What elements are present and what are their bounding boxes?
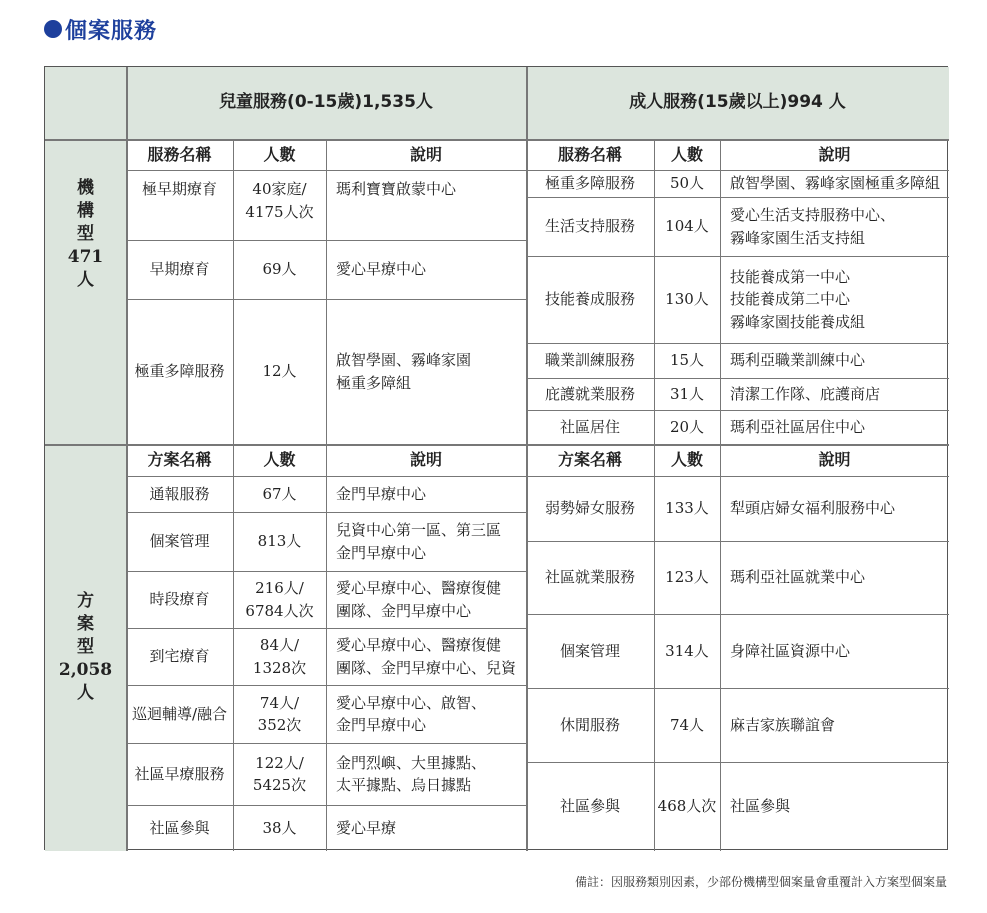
page-title-text: 個案服務: [65, 18, 158, 44]
table-row-desc: 清潔工作隊、庇護商店: [730, 384, 881, 403]
divider: [326, 444, 327, 851]
divider: [526, 614, 949, 615]
table-row-count: 104人: [665, 217, 709, 236]
table-row-name: 社區參與: [149, 818, 210, 837]
table-row-count: 38人: [262, 818, 297, 837]
table-row-desc: 社區參與: [730, 797, 791, 816]
table-row-name: 社區居住: [559, 417, 620, 436]
table-row-desc: 犁頭店婦女福利服務中心: [730, 499, 896, 518]
table-row-name: 個案管理: [559, 641, 620, 660]
table-row-desc: 愛心早療: [336, 818, 397, 837]
column-header-desc: 說明: [409, 144, 442, 164]
table-row-name: 庇護就業服務: [544, 384, 635, 403]
divider: [526, 197, 949, 198]
divider: [526, 410, 949, 411]
page-title: [44, 14, 157, 44]
divider: [526, 343, 949, 344]
column-header-desc: 說明: [818, 450, 851, 469]
table-row-name: 弱勢婦女服務: [544, 499, 635, 518]
divider: [526, 541, 949, 542]
table-row-desc: 金門烈嶼、大里據點、 太平據點、烏日據點: [336, 753, 487, 794]
divider: [326, 139, 327, 444]
table-row-count: 84人/ 1328次: [252, 636, 307, 677]
table-row-desc: 金門早療中心: [336, 484, 427, 503]
divider: [526, 256, 949, 257]
table-row-count: 216人/ 6784人次: [245, 579, 314, 620]
table-row-count: 468人次: [657, 797, 717, 816]
divider: [526, 378, 949, 379]
table-row-desc: 愛心早療中心、醫療復健 團隊、金門早療中心: [336, 579, 502, 620]
table-row-desc: 兒資中心第一區、第三區 金門早療中心: [336, 521, 502, 562]
table-row-count: 813人: [257, 532, 302, 551]
column-header-count: 人數: [670, 450, 703, 469]
case-service-table: [44, 66, 948, 850]
footnote: 備註：因服務類別因素，少部份機構型個案量會重覆計入方案型個案量: [574, 875, 947, 889]
divider: [233, 444, 234, 851]
table-row-name: 休閒服務: [559, 715, 620, 734]
table-row-count: 130人: [665, 290, 709, 309]
divider: [233, 139, 234, 444]
table-row-count: 74人: [669, 715, 705, 734]
divider: [45, 444, 949, 446]
children-service-header: 兒童服務(0-15歲)1,535人: [219, 92, 433, 113]
table-row-count: 74人/ 352次: [257, 693, 302, 734]
table-row-desc: 麻吉家族聯誼會: [730, 715, 836, 734]
table-row-name: 職業訓練服務: [544, 351, 635, 370]
column-header-name: 服務名稱: [147, 144, 212, 164]
table-row-name: 到宅療育: [149, 647, 210, 666]
table-row-count: 15人: [669, 351, 705, 370]
table-row-count: 40家庭/ 4175人次: [245, 180, 314, 221]
table-row-desc: 愛心早療中心、啟智、 金門早療中心: [336, 693, 487, 734]
table-row-name: 極重多障服務: [544, 174, 635, 193]
table-row-count: 31人: [669, 384, 705, 403]
table-row-name: 早期療育: [149, 260, 210, 279]
table-row-desc: 瑪利亞社區居住中心: [730, 417, 866, 436]
adult-service-header: 成人服務(15歲以上)994 人: [629, 92, 846, 113]
program-section-label: 方 案 型 2,058 人: [58, 591, 113, 703]
table-row-name: 通報服務: [149, 484, 210, 503]
table-row-name: 技能養成服務: [544, 290, 635, 309]
column-header-count: 人數: [670, 144, 703, 164]
table-row-name: 個案管理: [149, 532, 210, 551]
table-row-count: 50人: [669, 174, 705, 193]
bullet-dot-icon: [44, 20, 62, 38]
column-header-desc: 說明: [818, 144, 851, 164]
table-row-count: 314人: [665, 641, 709, 660]
column-header-name: 方案名稱: [147, 450, 212, 469]
table-row-desc: 身障社區資源中心: [730, 641, 851, 660]
table-row-desc: 愛心早療中心、醫療復健 團隊、金門早療中心、兒資: [336, 636, 517, 677]
column-header-desc: 說明: [409, 450, 442, 469]
table-row-count: 123人: [665, 568, 709, 587]
table-row-count: 12人: [262, 362, 297, 381]
table-row-desc: 愛心早療中心: [336, 260, 427, 279]
table-row-desc: 啟智學園、霧峰家園極重多障組: [730, 174, 941, 193]
table-row-name: 生活支持服務: [544, 217, 635, 236]
table-row-name: 社區就業服務: [544, 568, 635, 587]
divider: [126, 170, 949, 171]
table-row-desc: 愛心生活支持服務中心、 霧峰家園生活支持組: [730, 206, 896, 247]
column-header-count: 人數: [263, 450, 296, 469]
divider: [526, 762, 949, 763]
divider: [720, 444, 721, 851]
table-row-count: 122人/ 5425次: [252, 753, 307, 794]
column-header-name: 方案名稱: [557, 450, 622, 469]
table-row-name: 社區參與: [559, 797, 620, 816]
table-row-desc: 瑪利亞職業訓練中心: [730, 351, 866, 370]
divider: [126, 476, 949, 477]
table-row-desc: 技能養成第一中心 技能養成第二中心 霧峰家園技能養成組: [730, 267, 866, 331]
divider: [45, 139, 949, 141]
divider: [526, 67, 528, 851]
table-row-count: 20人: [669, 417, 705, 436]
table-grid: [45, 67, 949, 851]
table-row-desc: 瑪利寶寶啟蒙中心: [336, 180, 457, 198]
divider: [654, 444, 655, 851]
column-header-name: 服務名稱: [557, 144, 622, 164]
table-row-name: 時段療育: [149, 590, 210, 609]
table-row-desc: 瑪利亞社區就業中心: [730, 568, 866, 587]
table-row-name: 極重多障服務: [134, 362, 225, 381]
divider: [126, 67, 128, 851]
table-row-count: 133人: [665, 499, 709, 518]
column-header-count: 人數: [263, 144, 296, 164]
institution-section-label: 機 構 型 471 人: [67, 178, 104, 290]
table-row-name: 極早期療育: [141, 180, 217, 198]
table-row-name: 社區早療服務: [134, 764, 225, 783]
divider: [526, 688, 949, 689]
table-row-count: 67人: [262, 484, 297, 503]
divider: [720, 139, 721, 444]
divider: [654, 139, 655, 444]
table-row-count: 69人: [262, 260, 297, 279]
table-row-desc: 啟智學園、霧峰家園 極重多障組: [336, 351, 472, 392]
table-row-name: 巡迴輔導/融合: [131, 704, 228, 723]
